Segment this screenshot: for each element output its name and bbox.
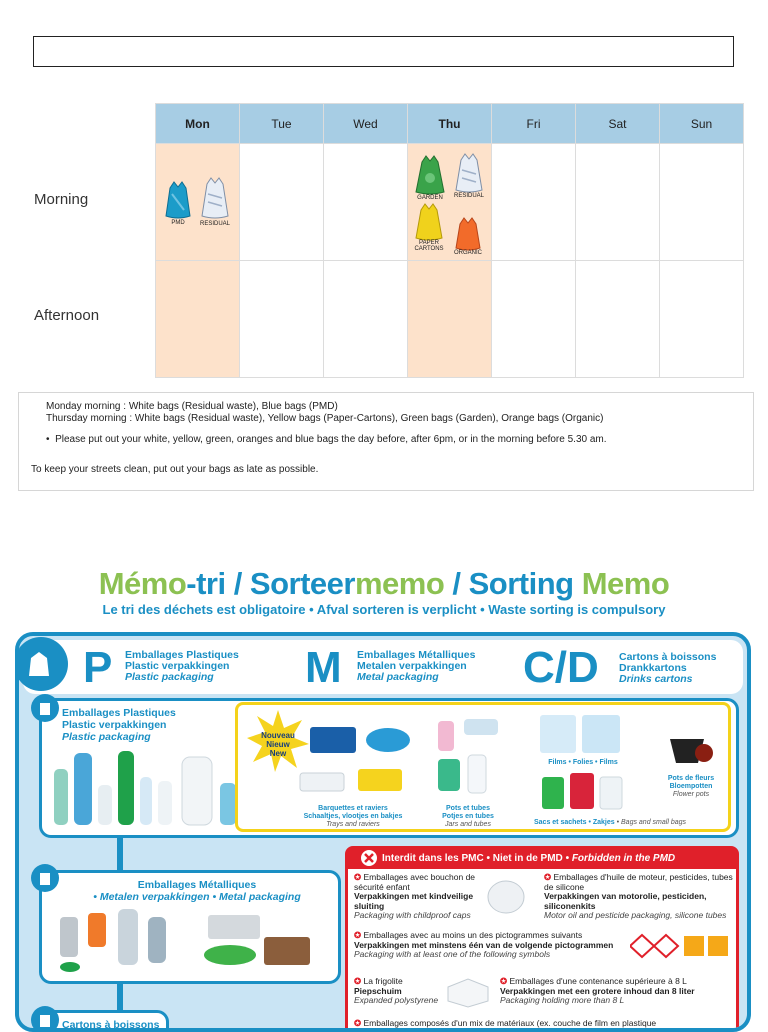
bags-icon: [540, 769, 626, 813]
row-label-afternoon: Afternoon: [34, 307, 100, 324]
orange-bag-icon: ORGANIC: [454, 216, 482, 257]
p-category-label: Emballages Plastiques Plastic verpakkingen Plastic packaging: [125, 649, 239, 683]
cell-thu-afternoon: [408, 261, 492, 378]
p-letter: P: [83, 643, 113, 692]
white-bag-icon: RESIDUAL: [454, 152, 484, 199]
new-badge-text: Nouveau Nieuw New: [261, 731, 295, 758]
hazard-pictograms-icon: [630, 933, 734, 959]
childproof-cap-icon: [486, 879, 528, 915]
cell-fri-morning: [492, 144, 576, 261]
cell-thu-morning: [408, 144, 492, 261]
plastic-icon: [30, 693, 60, 723]
tray-icon: [308, 719, 360, 759]
green-bag-icon: GARDEN: [414, 154, 446, 201]
day-header-thu: Thu: [408, 104, 492, 144]
cell-mon-morning: [156, 144, 240, 261]
m-letter: M: [305, 643, 342, 692]
sorting-memo-subtitle: Le tri des déchets est obligatoire • Afval sorteren is verplicht • Waste sorting is compulsory: [102, 602, 666, 617]
metal-icon: [30, 863, 60, 893]
day-header-tue: Tue: [240, 104, 324, 144]
cd-category-label: Cartons à boissons Drankkartons Drinks cartons: [619, 651, 717, 685]
tray-yellow-icon: [356, 765, 404, 793]
cell-sat-morning: [576, 144, 660, 261]
flower-pots-icon: [666, 733, 716, 773]
polystyrene-icon: [444, 975, 492, 1009]
forbidden-childproof: ✪ Emballages avec bouchon de sécurité enfant Verpakkingen met kindveilige sluiting Packaging with childproof caps: [354, 872, 476, 920]
metal-cans-icon: [50, 907, 334, 981]
collection-notes: [18, 392, 754, 491]
forbidden-panel: [345, 846, 739, 1032]
forbidden-motor-oil: ✪ Emballages d'huile de moteur, pesticides, tubes de silicone Verpakkingen van motorolie, pesticiden, siliconenkits Motor oil and pesticide packaging, silicone tubes: [544, 872, 733, 920]
forbidden-mixed-materials: ✪ Emballages composés d'un mix de matériaux (ex. couche de film en plastique: [354, 1018, 657, 1028]
poster-header: [23, 640, 743, 694]
trays-caption: Barquettes et raviers Schaaltjes, vlootjes en bakjes Trays and raviers: [303, 805, 403, 828]
hand-bag-icon: [17, 636, 73, 694]
title-box: [33, 36, 734, 67]
forbidden-x-icon: [358, 847, 380, 869]
films-icon: [538, 711, 624, 755]
cell-tue-morning: [240, 144, 324, 261]
blue-bag-icon: PMD: [164, 180, 192, 225]
afternoon-row: [156, 261, 744, 378]
forbidden-polystyrene: ✪ La frigolite Piepschuim Expanded polystyrene: [354, 976, 439, 1005]
films-caption: Films • Folies • Films: [548, 759, 618, 766]
bags-caption: Sacs et sachets • Zakjes • Bags and small bags: [534, 819, 686, 826]
metal-panel: [39, 870, 341, 984]
note-bullet: • Please put out your white, yellow, green, oranges and blue bags the day before, after 6pm, or in the morning before 5.30 am.: [46, 434, 607, 445]
day-header-row: [156, 104, 744, 144]
cell-wed-afternoon: [324, 261, 408, 378]
cell-sun-morning: [660, 144, 744, 261]
forbidden-pictograms: ✪ Emballages avec au moins un des pictogrammes suivants Verpakkingen met minstens één van de volgende pictogrammen Packaging with at least one of the following symbols: [354, 930, 614, 959]
white-bag-icon: RESIDUAL: [200, 176, 230, 225]
flower-pots-caption: Pots de fleurs Bloempotten Flower pots: [667, 775, 715, 798]
sorting-poster: [15, 632, 751, 1032]
note-clean-streets: To keep your streets clean, put out your bags as late as possible.: [31, 464, 319, 475]
cell-fri-afternoon: [492, 261, 576, 378]
cell-sat-afternoon: [576, 261, 660, 378]
pots-caption: Pots et tubes Potjes en tubes Jars and tubes: [442, 805, 494, 828]
yellow-bag-icon: PAPER CARTONS: [414, 202, 444, 247]
forbidden-header: Interdit dans les PMC • Niet in de PMD • Forbidden in the PMD: [348, 849, 736, 869]
day-header-sat: Sat: [576, 104, 660, 144]
day-header-fri: Fri: [492, 104, 576, 144]
drinks-carton-icon: [30, 1005, 60, 1032]
day-header-wed: Wed: [324, 104, 408, 144]
drinks-cartons-title: Cartons à boissons: [62, 1019, 160, 1031]
plastic-panel-title: Emballages Plastiques Plastic verpakkingen Plastic packaging: [62, 707, 176, 743]
day-header-mon: Mon: [156, 104, 240, 144]
forbidden-over-8l: ✪ Emballages d'une contenance supérieure à 8 L Verpakkingen met een grotere inhoud dan 8 liter Packaging holding more than 8 L: [500, 976, 695, 1005]
row-label-morning: Morning: [34, 191, 89, 208]
cell-wed-morning: [324, 144, 408, 261]
collection-schedule-table: [155, 103, 744, 378]
jars-tubes-icon: [434, 717, 504, 795]
cd-letters: C/D: [523, 643, 599, 692]
container-icon: [364, 725, 412, 755]
sorting-memo-title: Mémo-tri / Sorteermemo / Sorting Memo: [98, 566, 670, 601]
note-thursday: Thursday morning : White bags (Residual waste), Yellow bags (Paper-Cartons), Green bags (Garden), Orange bags (Organic): [46, 413, 604, 424]
cell-mon-afternoon: [156, 261, 240, 378]
plastic-bottles-icon: [48, 747, 258, 831]
morning-row: [156, 144, 744, 261]
drinks-cartons-panel: [39, 1010, 169, 1032]
day-header-sun: Sun: [660, 104, 744, 144]
metal-panel-title: Emballages Métalliques • Metalen verpakkingen • Metal packaging: [93, 879, 301, 903]
m-category-label: Emballages Métalliques Metalen verpakkingen Metal packaging: [357, 649, 476, 683]
cell-sun-afternoon: [660, 261, 744, 378]
cell-tue-afternoon: [240, 261, 324, 378]
note-monday: Monday morning : White bags (Residual waste), Blue bags (PMD): [46, 401, 338, 412]
